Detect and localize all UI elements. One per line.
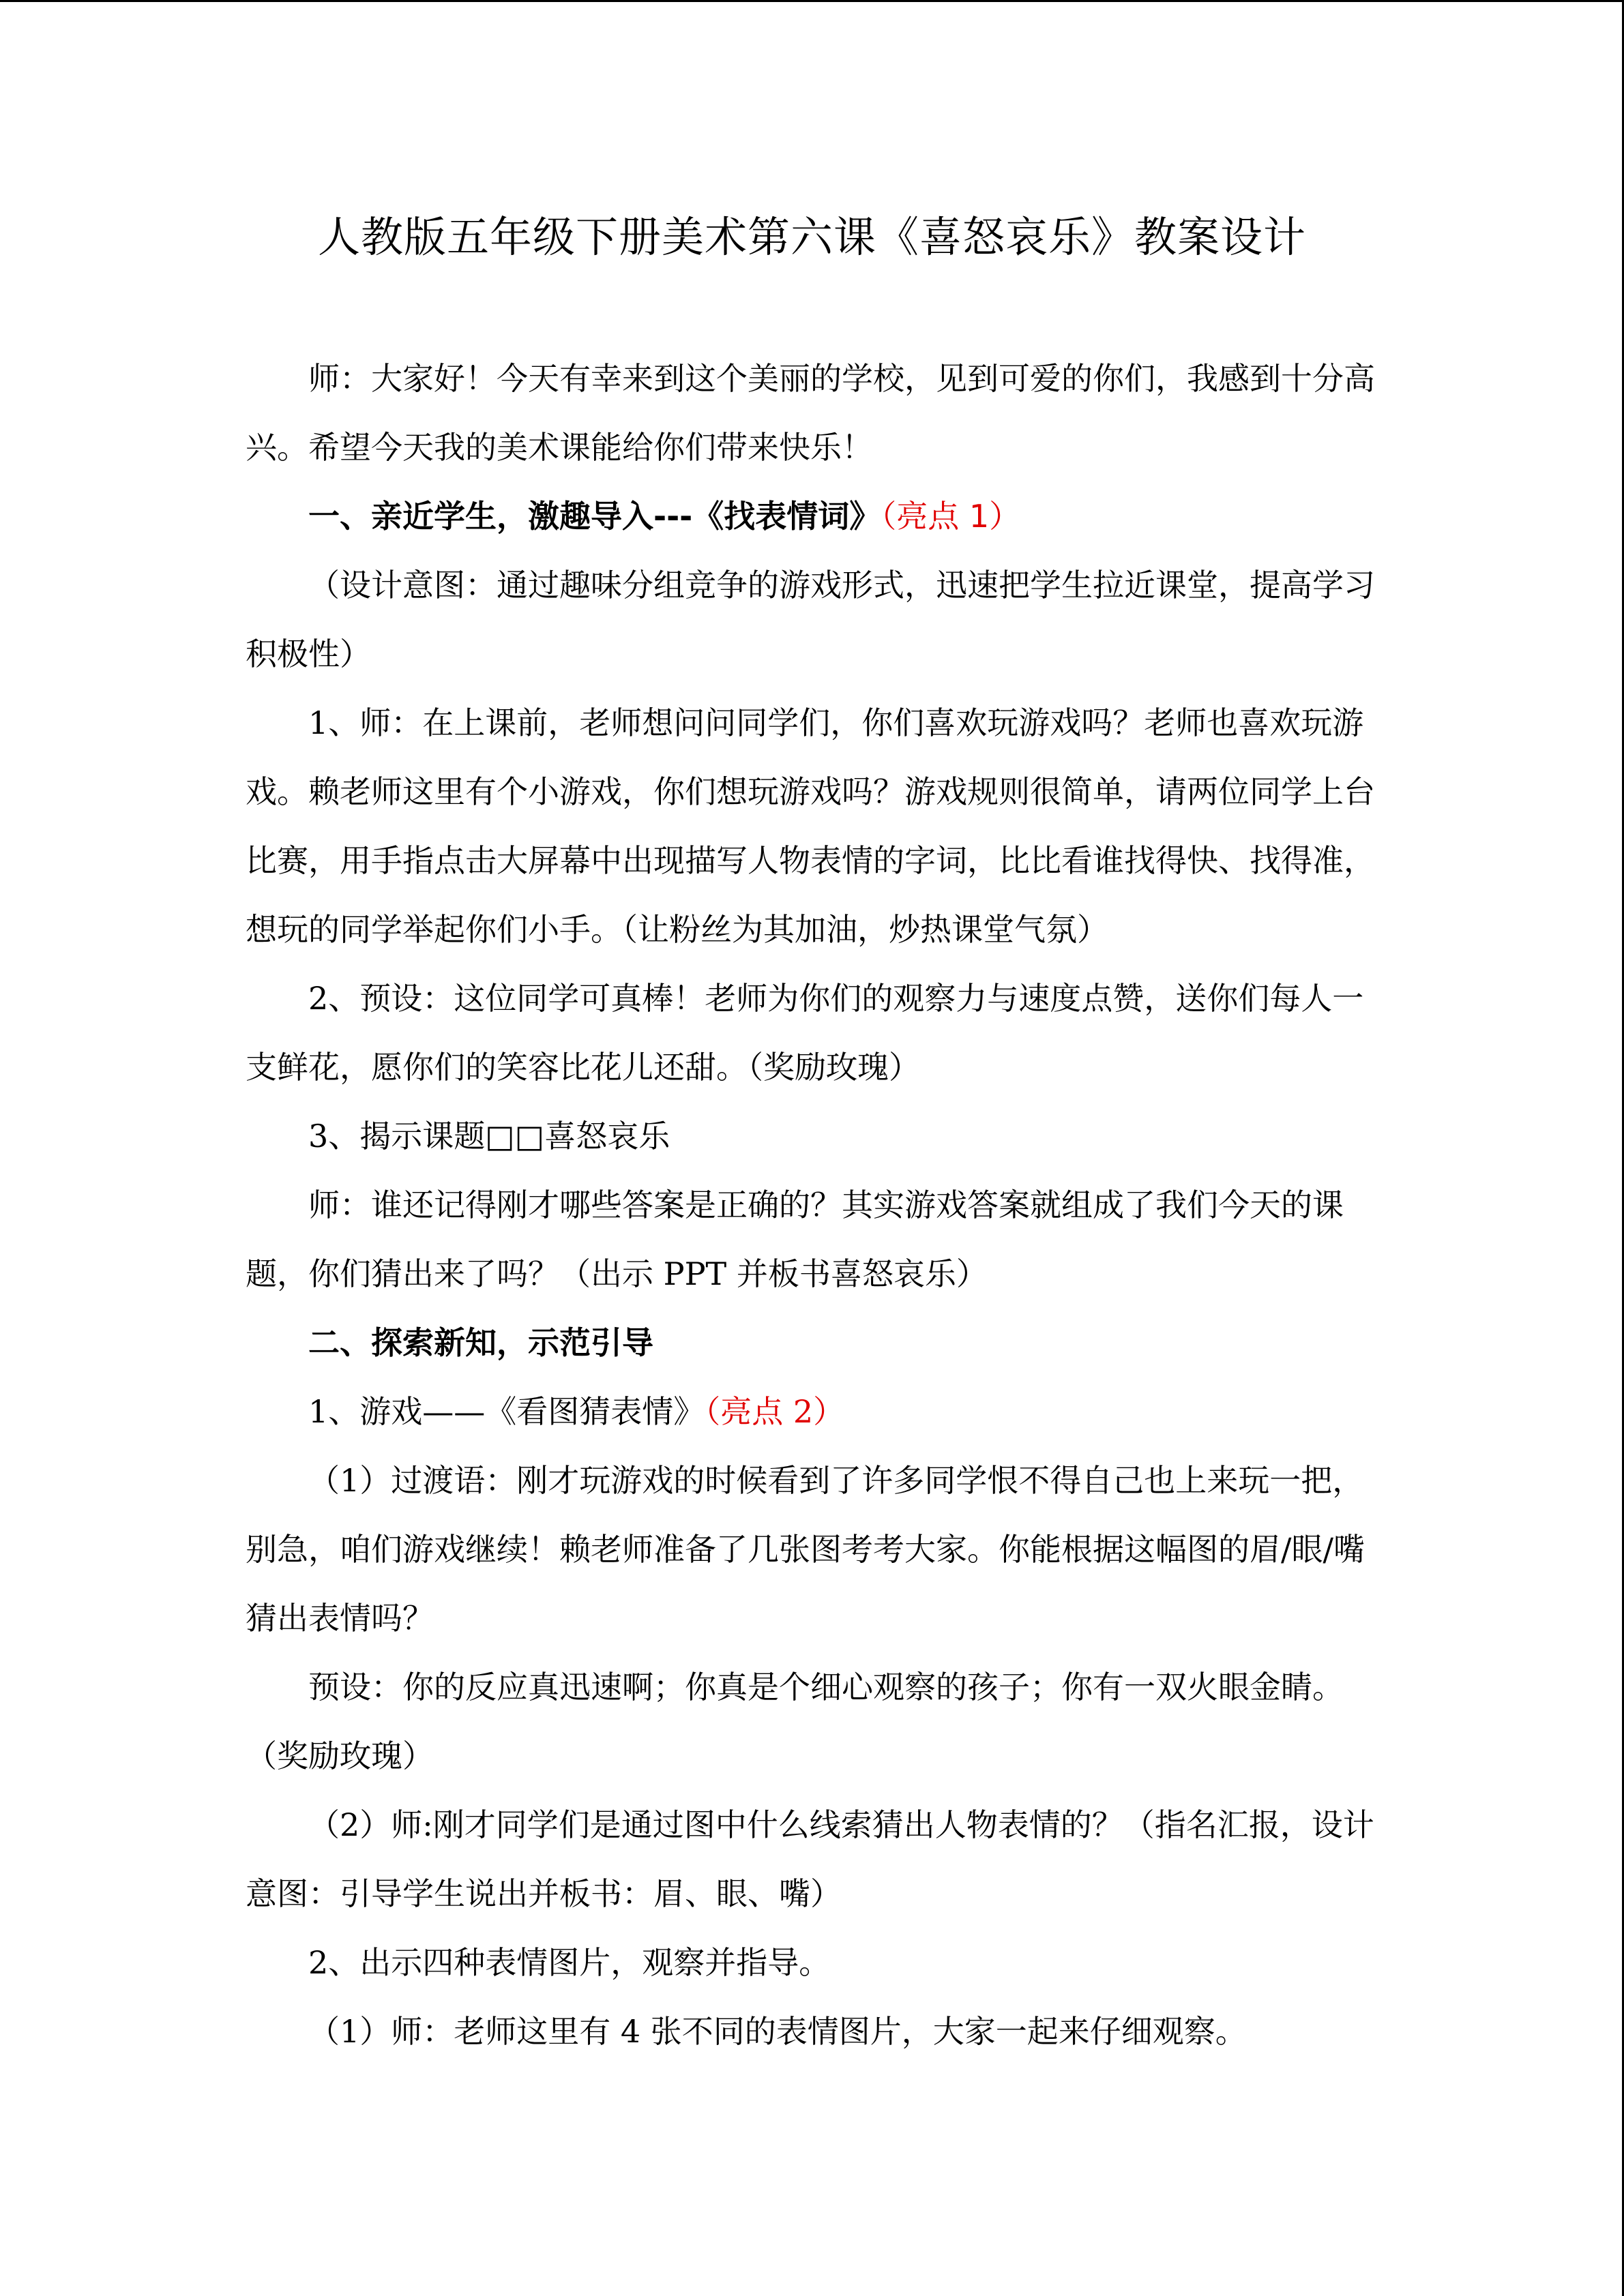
- document-body: [246, 344, 1379, 2066]
- highlight-1-label: （亮点 1）: [881, 498, 1021, 535]
- section-1-intent: （设计意图：通过趣味分组竞争的游戏形式，迅速把学生拉近课堂，提高学习积极性）: [246, 567, 1375, 672]
- section-1-item-3: 3、揭示课题□□喜怒哀乐: [308, 1118, 670, 1154]
- section-1-heading-text: 一、亲近学生，激趣导入---《找表情词》: [308, 498, 881, 535]
- highlight-2-label: （亮点 2）: [705, 1393, 845, 1430]
- section-2-item-2: 2、出示四种表情图片，观察并指导。: [308, 1944, 831, 1981]
- greeting-paragraph: 师：大家好！今天有幸来到这个美丽的学校，见到可爱的你们，我感到十分高兴。希望今天我的美术课能给你们带来快乐！: [246, 360, 1375, 466]
- section-1-item-1: 1、师：在上课前，老师想问问同学们，你们喜欢玩游戏吗？老师也喜欢玩游戏。赖老师这里有个小游戏，你们想玩游戏吗？游戏规则很简单，请两位同学上台比赛，用手指点击大屏幕中出现描写人物表情的字词，比比看谁找得快、找得准，想玩的同学举起你们小手。（让粉丝为其加油，炒热课堂气氛）: [246, 704, 1375, 948]
- section-1-heading: [246, 482, 1379, 551]
- section-1-item-2: 2、预设：这位同学可真棒！老师为你们的观察力与速度点赞，送你们每人一支鲜花，愿你们的笑容比花儿还甜。（奖励玫瑰）: [246, 980, 1364, 1086]
- section-2-item-2-paragraph-1: （1）师：老师这里有 4 张不同的表情图片，大家一起来仔细观察。: [308, 2013, 1247, 2050]
- section-2-game-paragraph-3: （2）师:刚才同学们是通过图中什么线索猜出人物表情的？（指名汇报，设计意图：引导学生说出并板书：眉、眼、嘴）: [246, 1806, 1374, 1912]
- section-2-game-paragraph-1: （1）过渡语：刚才玩游戏的时候看到了许多同学恨不得自己也上来玩一把，别急，咱们游戏继续！赖老师准备了几张图考考大家。你能根据这幅图的眉/眼/嘴猜出表情吗？: [246, 1462, 1365, 1637]
- section-2-game-title-text: 1、游戏——《看图猜表情》: [308, 1393, 705, 1430]
- document-title: 人教版五年级下册美术第六课《喜怒哀乐》教案设计: [317, 212, 1306, 262]
- section-2-heading: 二、探索新知，示范引导: [308, 1324, 653, 1361]
- section-2-game-title: [246, 1377, 1379, 1446]
- section-2-game-paragraph-2: 预设：你的反应真迅速啊；你真是个细心观察的孩子；你有一双火眼金睛。（奖励玫瑰）: [246, 1669, 1344, 1774]
- section-1-item-3-text: 师：谁还记得刚才哪些答案是正确的？其实游戏答案就组成了我们今天的课题，你们猜出来了吗？（出示 PPT 并板书喜怒哀乐）: [246, 1187, 1344, 1292]
